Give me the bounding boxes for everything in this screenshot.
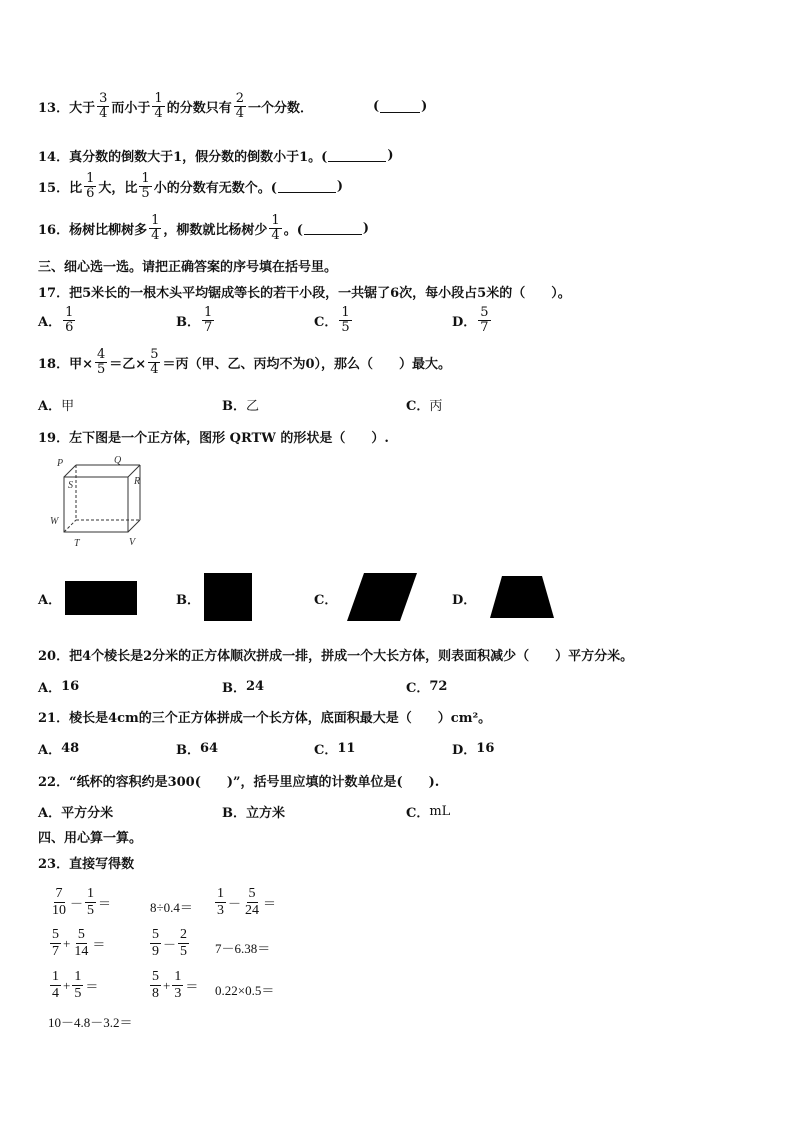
vertex-label: S (68, 480, 73, 491)
fraction: 1 5 (141, 171, 150, 201)
calc-item: 5 9 － 2 5 (152, 927, 188, 959)
option-b[interactable]: B． 64 (176, 741, 219, 758)
option-b[interactable]: B． 立方米 (222, 806, 286, 821)
vertex-label: R (134, 476, 141, 487)
option-a[interactable]: A． 1 6 (38, 305, 74, 335)
option-c[interactable]: C． 11 (314, 741, 356, 758)
fraction: $\frac{5}{4}$ (150, 347, 159, 377)
fraction: 1 6 (86, 171, 95, 201)
calc-item: 1 3 － 5 24 ＝ (217, 886, 277, 918)
option-b[interactable]: B． 乙 (222, 399, 260, 414)
option-d[interactable]: D． 5 7 (452, 305, 489, 335)
question-19: 19．左下图是一个正方体，图形 QRTW 的形状是（ ）. (38, 431, 389, 446)
vertex-label: V (129, 537, 136, 548)
calc-item: 0.22×0.5＝ (215, 983, 275, 998)
calc-item: 5 8 + $\frac{1}{3}$ ＝ (152, 969, 199, 1001)
answer-blank[interactable] (304, 222, 362, 235)
question-21: 21．棱长是4cm的三个正方体拼成一个长方体，底面积最大是（ ）cm²。 (38, 711, 492, 726)
question-20: 20．把4个棱长是2分米的正方体顺次拼成一排，拼成一个大长方体，则表面积减少（ ）平方分米。 (38, 649, 634, 664)
question-15: 15． 比 1 6 大，比 1 5 小的分数有无数个。( ) (38, 171, 343, 201)
question-14: 14． 真分数的倒数大于1，假分数的倒数小于1。( ) (38, 148, 394, 165)
parallelogram-shape (346, 572, 418, 622)
square-shape (203, 572, 253, 622)
calc-item: 7－6.38＝ (215, 941, 271, 956)
question-13: 13． 大于 3 4 而小于 1 4 的分数只有 2 4 一个分数． ( ) (38, 91, 428, 121)
section-heading: 三、细心选一选。请把正确答案的序号填在括号里。 (38, 260, 338, 275)
fraction: $\frac{4}{5}$ (97, 347, 106, 377)
answer-blank[interactable] (328, 149, 386, 162)
question-17: 17．把5米长的一根木头平均锯成等长的若干小段，一共锯了6次，每小段占5米的（ ）。 (38, 286, 571, 301)
rectangle-shape (64, 580, 138, 616)
option-a[interactable]: A． 平方分米 (38, 806, 114, 821)
option-a[interactable]: A． 甲 (38, 399, 75, 414)
cube-figure (44, 452, 164, 552)
question-18: 18． 甲× $\frac{4}{5}$ ＝乙× $\frac{5}{4}$ ＝丙（甲、乙、丙均不为0），那么（ ）最大。 (38, 347, 452, 377)
vertex-label: P (57, 458, 64, 469)
option-b[interactable]: B． 24 (222, 679, 265, 696)
option-c[interactable]: C． mL (406, 804, 451, 821)
answer-blank[interactable] (278, 180, 336, 193)
fraction: 2 4 (235, 91, 244, 121)
calc-item: 10－4.8－3.2＝ (48, 1015, 133, 1030)
calc-item: 5 7 + $\frac{5}{14}$ ＝ (52, 927, 106, 959)
option-d[interactable]: D． (452, 593, 477, 608)
vertex-label: W (50, 516, 59, 527)
question-16: 16． 杨树比柳树多 1 4 ，柳数就比杨树少 1 4 。( ) (38, 213, 369, 243)
option-b[interactable]: B． (176, 593, 200, 608)
option-c[interactable]: C． (314, 593, 338, 608)
vertex-label: Q (114, 455, 122, 466)
trapezoid-shape (489, 575, 555, 619)
option-a[interactable]: A． (38, 593, 62, 608)
option-c[interactable]: C． 丙 (406, 399, 443, 414)
question-23: 23．直接写得数 (38, 857, 135, 872)
option-b[interactable]: B． 1 7 (176, 305, 213, 335)
fraction: 1 4 (151, 213, 160, 243)
calc-item: 8÷0.4＝ (150, 900, 193, 915)
answer-blank[interactable] (380, 100, 420, 113)
section-heading: 四、用心算一算。 (38, 831, 143, 846)
fraction: 1 4 (154, 91, 163, 121)
question-22: 22．“纸杯的容积约是300( )”，括号里应填的计数单位是( ). (38, 775, 440, 790)
fraction: 1 4 (271, 213, 280, 243)
option-a[interactable]: A． 48 (38, 741, 80, 758)
fraction: 3 4 (99, 91, 108, 121)
option-a[interactable]: A． 16 (38, 679, 80, 696)
cube-front-face (64, 477, 128, 532)
calc-item: 1 4 + $\frac{1}{5}$ ＝ (52, 969, 99, 1001)
option-d[interactable]: D． 16 (452, 741, 495, 758)
vertex-label: T (74, 538, 80, 549)
option-c[interactable]: C． 1 5 (314, 305, 350, 335)
calc-item: 7 10 － 1 5 ＝ (52, 886, 112, 918)
option-c[interactable]: C． 72 (406, 679, 448, 696)
